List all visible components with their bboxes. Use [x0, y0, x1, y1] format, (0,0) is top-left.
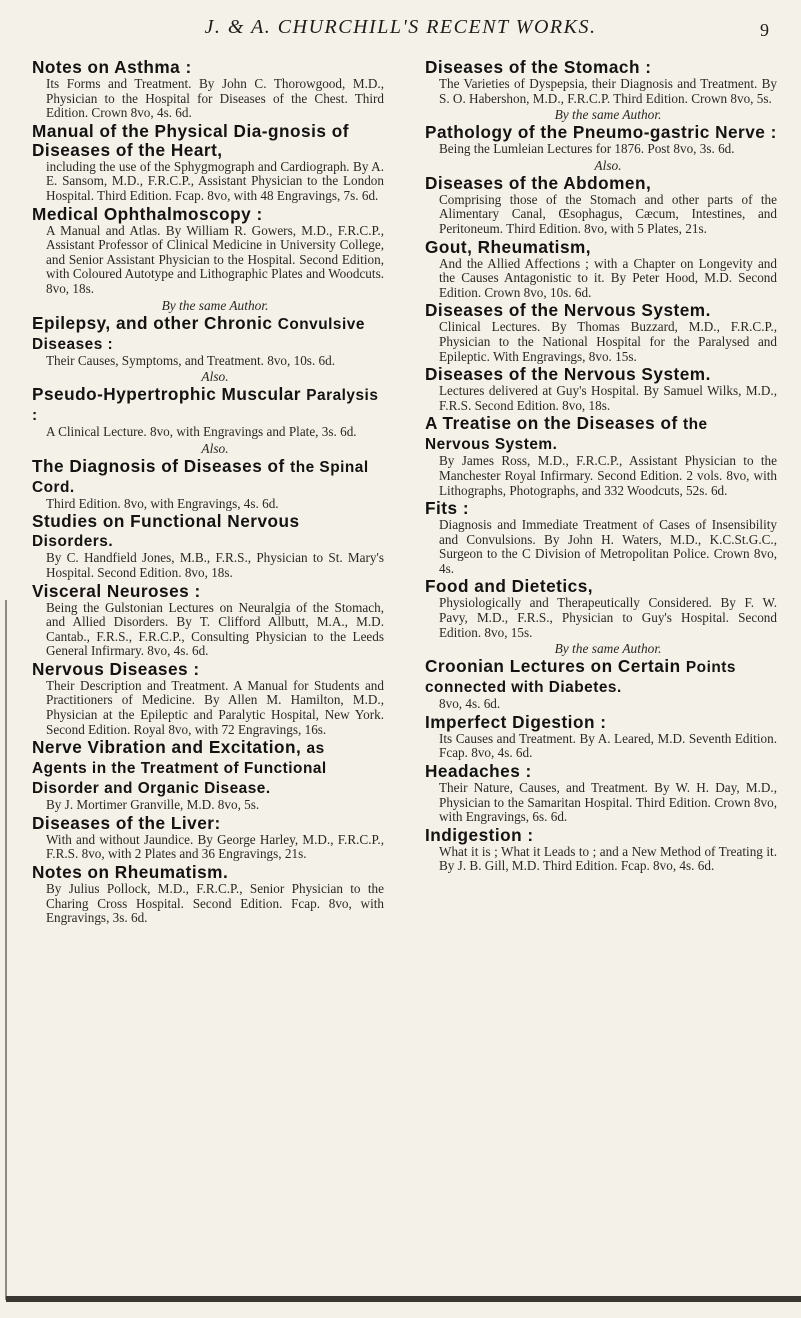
- page-number: 9: [760, 20, 769, 40]
- book-description: The Varieties of Dyspepsia, their Diagnosis and Treatment. By S. O. Habershon, M.D., F.R.C.P. Third Edition. Crown 8vo, 5s.: [439, 76, 777, 106]
- book-entry: [32, 660, 384, 737]
- book-title: [32, 58, 384, 77]
- book-description: With and without Jaundice. By George Harley, M.D., F.R.C.P., F.R.S. 8vo, with 2 Plates and 36 Engravings, 21s.: [46, 831, 384, 862]
- author-note: [425, 158, 777, 173]
- book-title: [32, 814, 384, 833]
- author-note-text: By the same Author.: [161, 297, 269, 313]
- book-description: Clinical Lectures. By Thomas Buzzard, M.D., F.R.C.P., Physician to the National Hospital for the Paralysed and Epileptic. With Engravings, 8vo. 15s.: [439, 319, 777, 364]
- book-description: Their Causes, Symptoms, and Treatment. 8vo, 10s. 6d.: [46, 352, 336, 368]
- book-entry: [425, 499, 777, 576]
- book-title: [32, 582, 384, 601]
- book-entry: [425, 762, 777, 825]
- book-title: [425, 826, 777, 845]
- book-title-continued: Points connected with Diabetes.: [425, 659, 736, 697]
- book-title-main: Notes on Asthma :: [32, 57, 192, 77]
- book-title-main: Imperfect Digestion :: [425, 711, 607, 732]
- book-entry: [32, 385, 384, 440]
- book-title-main: Croonian Lectures on Certain: [425, 656, 681, 677]
- author-note: [32, 298, 384, 313]
- book-description: Comprising those of the Stomach and other parts of the Alimentary Canal, Œsophagus, Cæcum, Intestines, and Peritoneum. Third Edition. 8vo, with 5 Plates, 21s.: [439, 191, 777, 236]
- book-entry: [425, 123, 777, 157]
- book-description: By Julius Pollock, M.D., F.R.C.P., Senior Physician to the Charing Cross Hospital. Second Edition. Fcap. 8vo, with Engravings, 3s. 6d.: [46, 881, 384, 926]
- book-title: [32, 660, 384, 679]
- page-header: [0, 10, 801, 50]
- book-title-main: Pseudo-Hypertrophic Muscular: [32, 384, 301, 405]
- book-title: [32, 863, 384, 882]
- book-title-main: Pathology of the Pneumo-gastric Nerve :: [425, 122, 777, 143]
- book-entry: [425, 826, 777, 874]
- book-title: [425, 58, 777, 77]
- book-title: [425, 657, 777, 697]
- book-title-main: Indigestion :: [425, 824, 534, 845]
- author-note-text: Also.: [201, 369, 229, 385]
- book-title: [425, 365, 777, 384]
- book-title-main: Notes on Rheumatism.: [32, 862, 229, 883]
- book-description: And the Allied Affections ; with a Chapter on Longevity and the Causes Antagonistic to it. By Peter Hood, M.D. Second Edition. Crown 8vo, 10s. 6d.: [439, 255, 777, 300]
- book-title-main: Nerve Vibration and Excitation,: [32, 737, 302, 758]
- book-description: A Clinical Lecture. 8vo, with Engravings and Plate, 3s. 6d.: [46, 424, 357, 440]
- book-entry: [32, 814, 384, 862]
- book-description: Their Description and Treatment. A Manual for Students and Practitioners of Medicine. By Allen M. Hamilton, M.D., Physician at the Epileptic and Paralytic Hospital, New York. Second Edition. Royal 8vo, with 72 Engravings, 16s.: [46, 677, 384, 737]
- book-title: [32, 512, 384, 551]
- book-description: What it is ; What it Leads to ; and a New Method of Treating it. By J. B. Gill, M.D. Third Edition. Fcap. 8vo, 4s. 6d.: [439, 843, 777, 874]
- book-title-continued: Convulsive Diseases :: [32, 315, 365, 353]
- book-entry: [425, 657, 777, 712]
- book-entry: [425, 301, 777, 364]
- book-description: A Manual and Atlas. By William R. Gowers, M.D., F.R.C.P., Assistant Professor of Clinical Medicine in University College, and Senior Assistant Physician to the Hospital. Second Edition, with Coloured Autotype and Lithographic Plates and Woodcuts. 8vo, 18s.: [46, 222, 384, 296]
- book-title-continued: Disorders.: [32, 533, 114, 551]
- page-edge-line: [5, 600, 7, 1300]
- book-title-main: Gout, Rheumatism,: [425, 236, 592, 257]
- book-description: Diagnosis and Immediate Treatment of Cases of Insensibility and Convulsions. By John H. Waters, M.D., K.C.St.G.C., Surgeon to the C Division of Metropolitan Police. Crown 8vo, 4s.: [439, 517, 777, 576]
- book-description: including the use of the Sphygmograph and Cardiograph. By A. E. Sansom, M.D., F.R.C.P., Assistant Physician to the London Hospital. Third Edition. Fcap. 8vo, with 48 Engravings, 7s. 6d.: [46, 158, 384, 203]
- author-note: [425, 641, 777, 656]
- book-title-main: The Diagnosis of Diseases of: [32, 455, 285, 476]
- book-description: By C. Handfield Jones, M.B., F.R.S., Physician to St. Mary's Hospital. Second Edition. 8vo, 18s.: [46, 550, 384, 580]
- book-description: Its Forms and Treatment. By John C. Thorowgood, M.D., Physician to the Hospital for Diseases of the Chest. Third Edition. Crown 8vo, 4s. 6d.: [46, 76, 384, 121]
- book-title: [32, 122, 384, 160]
- book-entry: [425, 238, 777, 301]
- right-column: [425, 58, 777, 875]
- book-description: Their Nature, Causes, and Treatment. By W. H. Day, M.D., Physician to the Samaritan Hospital. Third Edition. Crown 8vo, with Engravings, 6s. 6d.: [439, 780, 777, 825]
- author-note: [32, 441, 384, 456]
- book-title-main: Visceral Neuroses :: [32, 580, 201, 601]
- book-title: [32, 385, 384, 425]
- author-note-text: Also.: [201, 440, 229, 456]
- book-title-main: Manual of the Physical Dia-gnosis of Diseases of the Heart,: [32, 120, 349, 160]
- book-title: [425, 499, 777, 518]
- book-entry: [425, 58, 777, 106]
- book-title: [425, 174, 777, 193]
- book-title-continued: the Spinal Cord.: [32, 458, 369, 496]
- book-title-main: Headaches :: [425, 761, 532, 782]
- book-description: By J. Mortimer Granville, M.D. 8vo, 5s.: [46, 797, 260, 813]
- book-title-main: Epilepsy, and other Chronic: [32, 312, 273, 333]
- book-description: Third Edition. 8vo, with Engravings, 4s. 6d.: [46, 495, 279, 511]
- book-description: Lectures delivered at Guy's Hospital. By Samuel Wilks, M.D., F.R.S. Second Edition. 8vo, 18s.: [439, 383, 777, 413]
- book-entry: [425, 713, 777, 761]
- book-description: Being the Gulstonian Lectures on Neuralgia of the Stomach, and Allied Disorders. By T. Clifford Allbutt, M.A., M.D. Cantab., F.R.S., F.R.C.P., Consulting Physician to the Leeds General Infirmary. 8vo, 4s. 6d.: [46, 599, 384, 659]
- author-note-text: Also.: [594, 157, 622, 173]
- book-entry: [32, 122, 384, 204]
- book-description: By James Ross, M.D., F.R.C.P., Assistant Physician to the Manchester Royal Infirmary. Second Edition. 2 vols. 8vo, with Lithographs, Photographs, and 332 Woodcuts, 52s. 6d.: [439, 453, 777, 498]
- book-title: [32, 314, 384, 354]
- book-title-main: Nervous Diseases :: [32, 658, 200, 679]
- author-note-text: By the same Author.: [554, 641, 662, 657]
- book-entry: [32, 457, 384, 512]
- book-title: [425, 414, 777, 454]
- author-note: [425, 107, 777, 122]
- book-title-main: Diseases of the Stomach :: [425, 57, 652, 77]
- book-title-main: A Treatise on the Diseases of: [425, 413, 678, 434]
- book-title-main: Diseases of the Abdomen,: [425, 172, 652, 193]
- author-note-text: By the same Author.: [554, 107, 662, 123]
- running-title: J. & A. CHURCHILL'S RECENT WORKS.: [204, 16, 597, 38]
- book-title: [32, 738, 384, 798]
- book-title-continued: as Agents in the Treatment of Functional Disorder and Organic Disease.: [32, 740, 327, 798]
- book-entry: [425, 414, 777, 498]
- book-title-main: Diseases of the Nervous System.: [425, 364, 711, 385]
- author-note: [32, 369, 384, 384]
- book-description: Its Causes and Treatment. By A. Leared, M.D. Seventh Edition. Fcap. 8vo, 4s. 6d.: [439, 730, 777, 761]
- book-title: [425, 762, 777, 781]
- book-title: [425, 123, 777, 142]
- book-title-continued: the Nervous System.: [425, 416, 708, 454]
- book-entry: [32, 863, 384, 926]
- book-title-main: Studies on Functional Nervous: [32, 511, 300, 532]
- book-title: [32, 457, 384, 497]
- book-title-continued: Paralysis :: [32, 387, 379, 425]
- book-entry: [32, 58, 384, 121]
- book-entry: [425, 577, 777, 640]
- book-title-main: Diseases of the Nervous System.: [425, 300, 711, 321]
- book-description: Being the Lumleian Lectures for 1876. Post 8vo, 3s. 6d.: [439, 141, 735, 157]
- book-title-main: Medical Ophthalmoscopy :: [32, 203, 263, 224]
- book-description: Physiologically and Therapeutically Considered. By F. W. Pavy, M.D., F.R.S., Physician to Guy's Hospital. Second Edition. 8vo, 15s.: [439, 595, 777, 640]
- book-title: [425, 238, 777, 257]
- book-entry: [32, 314, 384, 369]
- book-entry: [425, 174, 777, 237]
- book-entry: [32, 205, 384, 297]
- book-entry: [32, 582, 384, 659]
- book-title: [425, 577, 777, 596]
- book-title: [32, 205, 384, 224]
- book-title-main: Food and Dietetics,: [425, 576, 594, 597]
- left-column: [32, 58, 384, 927]
- book-description: 8vo, 4s. 6d.: [439, 696, 501, 712]
- bottom-rule: [6, 1296, 801, 1302]
- book-title: [425, 301, 777, 320]
- book-entry: [32, 738, 384, 813]
- book-entry: [425, 365, 777, 413]
- book-title-main: Fits :: [425, 498, 470, 519]
- book-entry: [32, 512, 384, 580]
- book-title: [425, 713, 777, 732]
- book-title-main: Diseases of the Liver:: [32, 812, 221, 833]
